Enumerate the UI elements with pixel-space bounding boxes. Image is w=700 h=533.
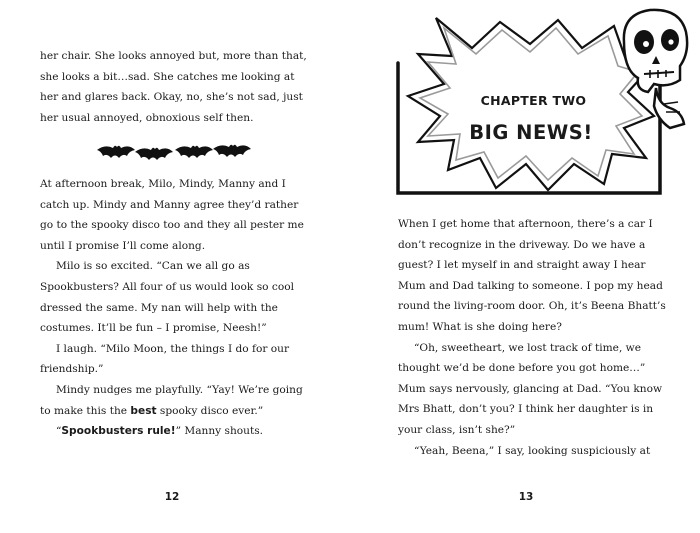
chapter-title: BIG NEWS! <box>469 121 593 144</box>
paragraph-continued: her chair. She looks annoyed but, more than that, she looks a bit…sad. She catches me looking at her and glares back. Okay, no, she’s not sad, just her usual annoyed, obnoxious self then. <box>40 50 307 124</box>
bat-icon <box>135 148 173 160</box>
paragraph: “Yeah, Beena,” I say, looking suspiciously at <box>414 444 651 457</box>
right-text <box>398 214 670 461</box>
text-run: ” Manny shouts. <box>175 425 264 438</box>
bat-row-icon <box>95 142 255 164</box>
left-text-bottom <box>40 174 312 442</box>
text-run: “ <box>56 425 62 438</box>
emphasis-best: best <box>130 404 157 417</box>
page-number-left: 12 <box>164 491 180 503</box>
emphasis-spookbusters: Spookbusters rule! <box>61 425 176 438</box>
text-run: Mindy nudges me playfully. “Yay! We’re going to make this the <box>40 383 303 417</box>
text-run: spooky disco ever.” <box>156 404 264 417</box>
page-number-right: 13 <box>518 491 534 503</box>
paragraph: Milo is so excited. “Can we all go as Spookbusters? All four of us would look so cool dressed the same. My nan will help with the costumes. It’ll be fun – I promise, Neesh!” <box>40 260 294 335</box>
right-page <box>350 0 700 533</box>
paragraph: I laugh. “Milo Moon, the things I do for our friendship.” <box>40 342 290 376</box>
paragraph <box>40 421 312 442</box>
paragraph: At afternoon break, Milo, Mindy, Manny and I catch up. Mindy and Manny agree they’d rather go to the spooky disco too and they all pester me until I promise I’ll come along. <box>40 178 304 252</box>
chapter-label: CHAPTER TWO <box>480 93 587 108</box>
left-text-top <box>40 46 310 128</box>
paragraph <box>40 380 312 421</box>
skull-icon <box>610 4 694 134</box>
paragraph: When I get home that afternoon, there’s a car I don’t recognize in the driveway. Do we have a guest? I let myself in and straight away I hear Mum and Dad talking to someone. I pop my head round the living-room door. Oh, it’s Beena Bhatt’s mum! What is she doing here? <box>398 218 666 333</box>
bat-icon <box>175 146 213 158</box>
bat-icon <box>97 146 135 158</box>
bat-icon <box>213 145 251 157</box>
paragraph: “Oh, sweetheart, we lost track of time, we thought we’d be done before you got home…” Mum says nervously, glancing at Dad. “You know Mrs Bhatt, don’t you? I think her daughter is in your class, isn’t she?” <box>398 341 663 436</box>
